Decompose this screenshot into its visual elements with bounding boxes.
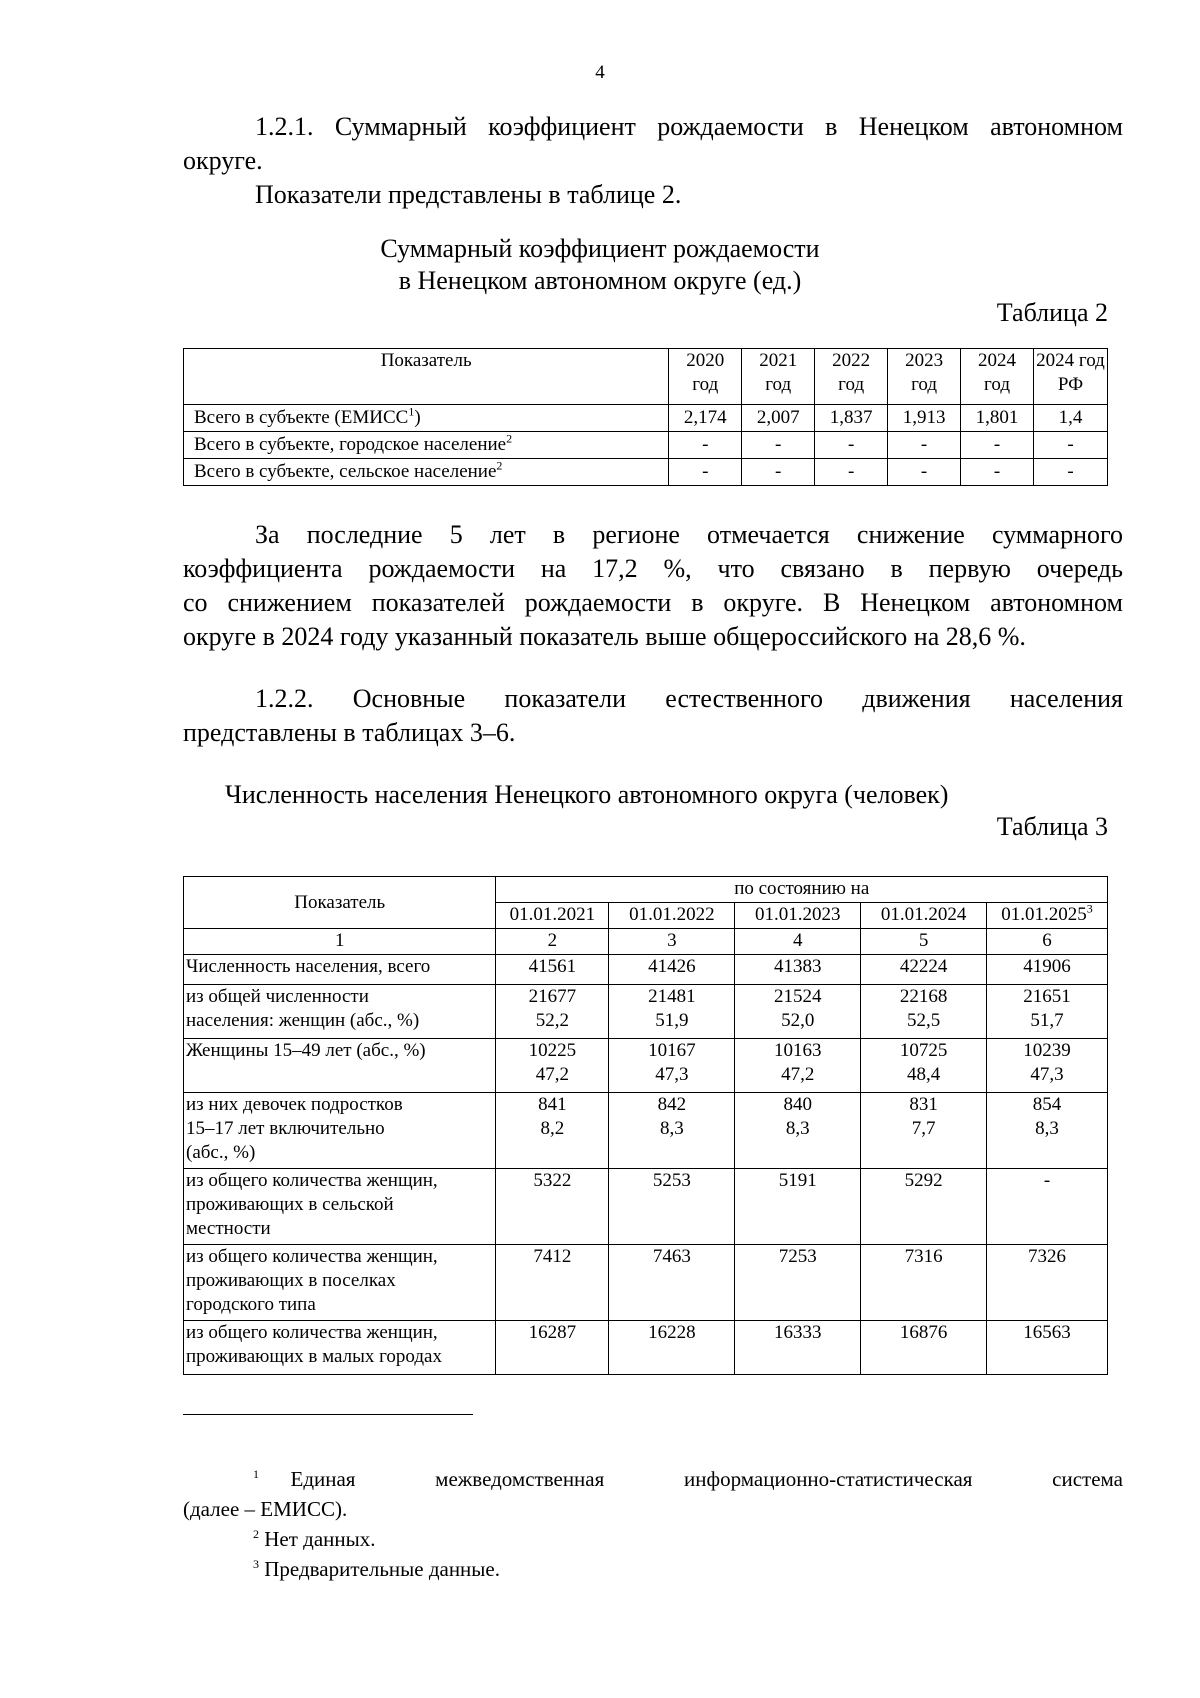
table-row <box>184 955 1108 985</box>
row-label-line: из общего количества женщин, <box>186 1170 438 1191</box>
table3-title: Численность населения Ненецкого автономного округа (человек) <box>225 780 949 809</box>
cell-value <box>861 1093 987 1169</box>
footnote-word: система <box>1052 1467 1123 1491</box>
cell-value <box>496 1169 609 1245</box>
table2-header-2020 <box>669 349 742 405</box>
footnote-mark: 3 <box>253 1557 259 1571</box>
cell-absolute: 840 <box>783 1094 812 1115</box>
cell-value: - <box>669 459 742 486</box>
header-date: 01.01.2022 <box>609 903 735 929</box>
cell-value <box>987 1245 1108 1321</box>
row-label-line: проживающих в малых городах <box>186 1346 442 1367</box>
table-row <box>184 432 1108 459</box>
row-label <box>184 1321 496 1375</box>
header-year: 2024 <box>978 350 1017 371</box>
header-year: 2020 <box>686 350 725 371</box>
cell-percent: 47,2 <box>535 1064 570 1085</box>
header-year: 2024 год <box>1036 350 1105 371</box>
footnote-word: межведомственная <box>435 1467 605 1491</box>
cell-percent: 52,2 <box>535 1010 570 1031</box>
cell-absolute: 16287 <box>528 1322 577 1343</box>
cell-percent: 8,3 <box>785 1118 810 1139</box>
table3 <box>183 876 1108 1375</box>
cell-value: - <box>742 432 815 459</box>
cell-percent: 52,0 <box>781 1010 815 1031</box>
cell-value <box>735 1245 861 1321</box>
cell-absolute: 41426 <box>648 956 696 977</box>
table-row <box>184 1169 1108 1245</box>
cell-percent: 47,2 <box>781 1064 815 1085</box>
column-number: 2 <box>496 929 609 955</box>
row-label <box>184 985 496 1039</box>
cell-percent: 8,3 <box>1035 1118 1059 1139</box>
header-year: 2022 <box>832 350 871 371</box>
footnote-3: $^3$ Предварительные данные. <box>253 1557 500 1581</box>
header-year-unit: год <box>984 374 1010 395</box>
cell-absolute: 5292 <box>904 1170 943 1191</box>
cell-value <box>496 1093 609 1169</box>
row-label <box>184 955 496 985</box>
cell-value <box>609 1245 735 1321</box>
cell-value <box>609 1321 735 1375</box>
table2-label: Таблица 2 <box>996 298 1108 327</box>
cell-value <box>735 1321 861 1375</box>
cell-absolute: 16333 <box>773 1322 822 1343</box>
cell-percent: 47,3 <box>1030 1064 1064 1085</box>
cell-value <box>735 955 861 985</box>
header-year-unit: год <box>692 374 719 395</box>
table2-header-2021 <box>742 349 815 405</box>
cell-absolute: 16563 <box>1023 1322 1071 1343</box>
row-label <box>184 1169 496 1245</box>
header-date: 01.01.2021 <box>496 903 609 929</box>
cell-value <box>987 1039 1108 1093</box>
cell-absolute: 10225 <box>528 1040 577 1061</box>
column-number: 1 <box>184 929 496 955</box>
cell-percent: 7,7 <box>911 1118 936 1139</box>
cell-value <box>496 955 609 985</box>
cell-absolute: 5191 <box>778 1170 817 1191</box>
row-label-line: 15–17 лет включительно <box>186 1118 385 1139</box>
row-label <box>184 1093 496 1169</box>
row-label <box>184 1039 496 1093</box>
cell-absolute: 10725 <box>899 1040 948 1061</box>
cell-value <box>496 985 609 1039</box>
table-row <box>184 985 1108 1039</box>
cell-value <box>735 1169 861 1245</box>
footnote-mark: 2 <box>253 1527 259 1541</box>
table2-header-2023 <box>888 349 961 405</box>
decline-line4: округе в 2024 году указанный показатель выше общероссийского на 28,6 %. <box>183 622 1026 651</box>
row-label-line: Численность населения, всего <box>186 956 431 977</box>
table2-header-indicator: Показатель <box>184 349 669 405</box>
table-row <box>184 1093 1108 1169</box>
table3-body <box>184 955 1108 1375</box>
cell-absolute: 10239 <box>1023 1040 1071 1061</box>
row-label-line: из общей численности <box>186 986 369 1007</box>
cell-value <box>735 1039 861 1093</box>
cell-absolute: 842 <box>657 1094 687 1115</box>
footnote-word: информационно-статистическая <box>683 1467 973 1491</box>
cell-value <box>609 1093 735 1169</box>
cell-value <box>987 955 1108 985</box>
cell-absolute: 16228 <box>648 1322 696 1343</box>
row-label-line: Женщины 15–49 лет (абс., %) <box>186 1040 426 1061</box>
cell-value: 2,007 <box>742 405 815 432</box>
column-number: 5 <box>861 929 987 955</box>
cell-value <box>609 1169 735 1245</box>
table2-header-2022 <box>815 349 888 405</box>
row-label-line: местности <box>186 1218 271 1239</box>
table3-label: Таблица 3 <box>996 812 1108 841</box>
table2-title-line1: Суммарный коэффициент рождаемости <box>380 234 820 263</box>
cell-absolute: 5253 <box>652 1170 691 1191</box>
header-date: 01.01.2023 <box>735 903 861 929</box>
page-number: 4 <box>595 62 605 83</box>
footnote-1-line2: (далее – ЕМИСС). <box>183 1497 348 1521</box>
footnote-2: $^2$ Нет данных. <box>253 1527 376 1551</box>
header-date: 01.01.2024 <box>861 903 987 929</box>
footnote-1-line1 <box>183 1464 1123 1494</box>
section-121-heading-line2: округе. <box>183 146 263 175</box>
row-label-line: (абс., %) <box>186 1142 256 1163</box>
header-year: 2023 <box>905 350 944 371</box>
cell-absolute: 41906 <box>1023 956 1071 977</box>
cell-absolute: 21481 <box>648 986 696 1007</box>
cell-value <box>496 1321 609 1375</box>
cell-value: 2,174 <box>669 405 742 432</box>
cell-absolute: 41561 <box>528 956 577 977</box>
cell-value <box>987 985 1108 1039</box>
column-number: 4 <box>735 929 861 955</box>
cell-absolute: 5322 <box>533 1170 572 1191</box>
footnote-separator <box>183 1414 473 1415</box>
cell-percent: 8,2 <box>540 1118 565 1139</box>
table-row <box>184 1245 1108 1321</box>
table2-title-line2: в Ненецком автономном округе (ед.) <box>398 266 802 295</box>
header-date: 01.01.2025$^3$ <box>987 903 1108 929</box>
row-label-line: городского типа <box>186 1294 316 1315</box>
cell-value <box>609 955 735 985</box>
table3-header-row <box>184 877 1108 903</box>
cell-absolute: 7326 <box>1028 1246 1067 1267</box>
cell-percent: 51,9 <box>655 1010 689 1031</box>
cell-value <box>987 1169 1108 1245</box>
cell-value: 1,4 <box>1034 405 1108 432</box>
cell-absolute: 21677 <box>528 986 577 1007</box>
header-year-unit: год <box>911 374 938 395</box>
row-label-line: населения: женщин (абс., %) <box>186 1010 420 1031</box>
row-label: Всего в субъекте, городское население$^2$ <box>184 432 669 459</box>
cell-value <box>861 1321 987 1375</box>
cell-value <box>861 985 987 1039</box>
cell-value <box>735 1093 861 1169</box>
cell-value <box>861 1169 987 1245</box>
row-label-line: проживающих в сельской <box>186 1194 394 1215</box>
cell-absolute: 7316 <box>904 1246 943 1267</box>
cell-percent: 8,3 <box>659 1118 684 1139</box>
column-number: 3 <box>609 929 735 955</box>
section-122-line2: представлены в таблицах 3–6. <box>183 718 516 747</box>
decline-line3: со снижением показателей рождаемости в округе. В Ненецком автономном <box>183 588 1123 617</box>
table3-header-indicator: Показатель <box>184 877 496 929</box>
cell-value: 1,913 <box>888 405 961 432</box>
table3-column-numbers <box>184 929 1108 955</box>
cell-absolute: 21651 <box>1023 986 1071 1007</box>
header-rf: РФ <box>1057 374 1084 395</box>
column-number: 6 <box>987 929 1108 955</box>
cell-absolute: 7253 <box>778 1246 817 1267</box>
cell-value: 1,837 <box>815 405 888 432</box>
cell-absolute: 41383 <box>773 956 822 977</box>
cell-value: - <box>1034 459 1108 486</box>
table2 <box>183 348 1108 486</box>
cell-value <box>987 1321 1108 1375</box>
cell-absolute: 16876 <box>899 1322 948 1343</box>
row-label: Всего в субъекте (ЕМИСС$^1$) <box>184 405 669 432</box>
cell-value: - <box>888 459 961 486</box>
cell-percent: 48,4 <box>906 1064 941 1085</box>
cell-value: 1,801 <box>961 405 1034 432</box>
cell-percent: 52,5 <box>906 1010 941 1031</box>
section-121-heading-line1: 1.2.1. Суммарный коэффициент рождаемости в Ненецком автономном <box>255 112 1123 141</box>
cell-absolute: 21524 <box>773 986 822 1007</box>
table3-header-as-of: по состоянию на <box>496 877 1108 903</box>
table-row <box>184 459 1108 486</box>
table2-header-rf-2024 <box>1034 349 1108 405</box>
cell-absolute: 841 <box>538 1094 567 1115</box>
cell-absolute: 7412 <box>533 1246 572 1267</box>
cell-value: - <box>669 432 742 459</box>
cell-value: - <box>742 459 815 486</box>
header-year-unit: год <box>765 374 792 395</box>
table2-header-2024 <box>961 349 1034 405</box>
cell-absolute: 854 <box>1032 1094 1062 1115</box>
table2-header-row <box>184 349 1108 405</box>
row-label: Всего в субъекте, сельское население$^2$ <box>184 459 669 486</box>
cell-value: - <box>961 459 1034 486</box>
cell-value: - <box>815 432 888 459</box>
table-row <box>184 405 1108 432</box>
cell-value <box>861 955 987 985</box>
row-label-line: из них девочек подростков <box>186 1094 403 1115</box>
cell-value: - <box>961 432 1034 459</box>
footnote-1-first <box>183 1464 355 1494</box>
cell-value <box>861 1245 987 1321</box>
cell-value <box>987 1093 1108 1169</box>
footnote-word: Единая <box>290 1467 356 1491</box>
cell-absolute: 10167 <box>648 1040 696 1061</box>
cell-percent: 51,7 <box>1030 1010 1064 1031</box>
cell-value <box>609 1039 735 1093</box>
decline-line2: коэффициента рождаемости на 17,2 %, что связано в первую очередь <box>183 554 1123 583</box>
cell-absolute: 22168 <box>899 986 948 1007</box>
decline-line1: За последние 5 лет в регионе отмечается снижение суммарного <box>255 520 1123 549</box>
footnote-mark: 1 <box>253 1467 259 1481</box>
row-label-line: из общего количества женщин, <box>186 1322 438 1343</box>
cell-absolute: 7463 <box>652 1246 691 1267</box>
table-row <box>184 1039 1108 1093</box>
cell-value <box>609 985 735 1039</box>
cell-value <box>496 1245 609 1321</box>
cell-value <box>861 1039 987 1093</box>
cell-absolute: 831 <box>909 1094 938 1115</box>
section-122-line1: 1.2.2. Основные показатели естественного движения населения <box>255 684 1123 713</box>
row-label-line: из общего количества женщин, <box>186 1246 438 1267</box>
row-label <box>184 1245 496 1321</box>
cell-percent: 47,3 <box>655 1064 689 1085</box>
row-label-line: проживающих в поселках <box>186 1270 396 1291</box>
header-year-unit: год <box>838 374 865 395</box>
cell-absolute: 10163 <box>773 1040 822 1061</box>
cell-value: - <box>1034 432 1108 459</box>
cell-absolute: - <box>1043 1170 1051 1191</box>
cell-value: - <box>888 432 961 459</box>
cell-value <box>735 985 861 1039</box>
section-121-intro: Показатели представлены в таблице 2. <box>255 180 682 209</box>
cell-absolute: 42224 <box>899 956 948 977</box>
header-year: 2021 <box>759 350 798 371</box>
table-row <box>184 1321 1108 1375</box>
cell-value: - <box>815 459 888 486</box>
cell-value <box>496 1039 609 1093</box>
